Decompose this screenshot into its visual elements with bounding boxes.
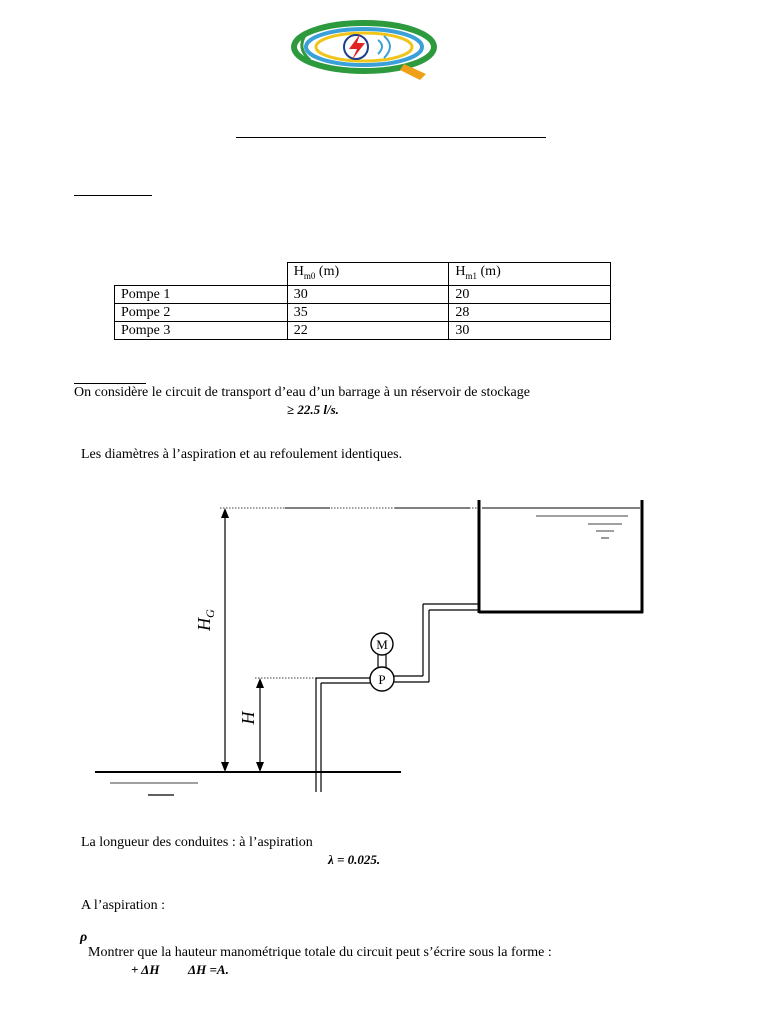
table-row: [115, 303, 611, 321]
h-label: H: [238, 711, 258, 725]
institution-logo: [286, 14, 446, 84]
table-cell: 28: [449, 303, 611, 321]
title-rule: [236, 137, 546, 138]
table-cell: 30: [287, 285, 449, 303]
table-cell: 22: [287, 321, 449, 339]
table-cell: Pompe 3: [115, 321, 288, 339]
section-rule: [74, 195, 152, 196]
table-header-cell: $H_{m0}$ (m): [287, 263, 449, 286]
diameters-text: Les diamètres à l’aspiration et au refoulement identiques.: [81, 447, 403, 462]
table-row: [115, 285, 611, 303]
table-header-row: [115, 263, 611, 286]
pump-table: [114, 262, 611, 340]
exercise-rule: [74, 383, 146, 384]
table-cell: Pompe 2: [115, 303, 288, 321]
table-cell: 20: [449, 285, 611, 303]
rho-symbol: ρ: [80, 930, 88, 945]
table-cell: Pompe 1: [115, 285, 288, 303]
table-header-cell: $H_{m1}$ (m): [449, 263, 611, 286]
intro-text: On considère le circuit de transport d’eau d’un barrage à un réservoir de stockage: [74, 385, 530, 400]
question-text: Montrer que la hauteur manométrique totale du circuit peut s’écrire sous la forme :: [88, 945, 552, 960]
table-row: [115, 321, 611, 339]
aspiration-text: A l’aspiration :: [81, 898, 165, 913]
lambda-value: λ = 0.025.: [328, 852, 381, 867]
hydraulic-circuit-diagram: [0, 490, 768, 800]
table-cell: 30: [449, 321, 611, 339]
motor-label: M: [376, 637, 388, 652]
table-cell: 35: [287, 303, 449, 321]
hg-label: $H_G$: [194, 609, 217, 631]
table-header-cell: [115, 263, 288, 286]
flow-value: ≥ 22.5 l/s.: [287, 402, 339, 417]
formula-part-b: ΔH =A.: [188, 962, 229, 977]
formula-part-a: + ΔH: [131, 962, 160, 977]
pump-label: P: [378, 672, 386, 687]
length-text: La longueur des conduites : à l’aspiration: [81, 835, 313, 850]
